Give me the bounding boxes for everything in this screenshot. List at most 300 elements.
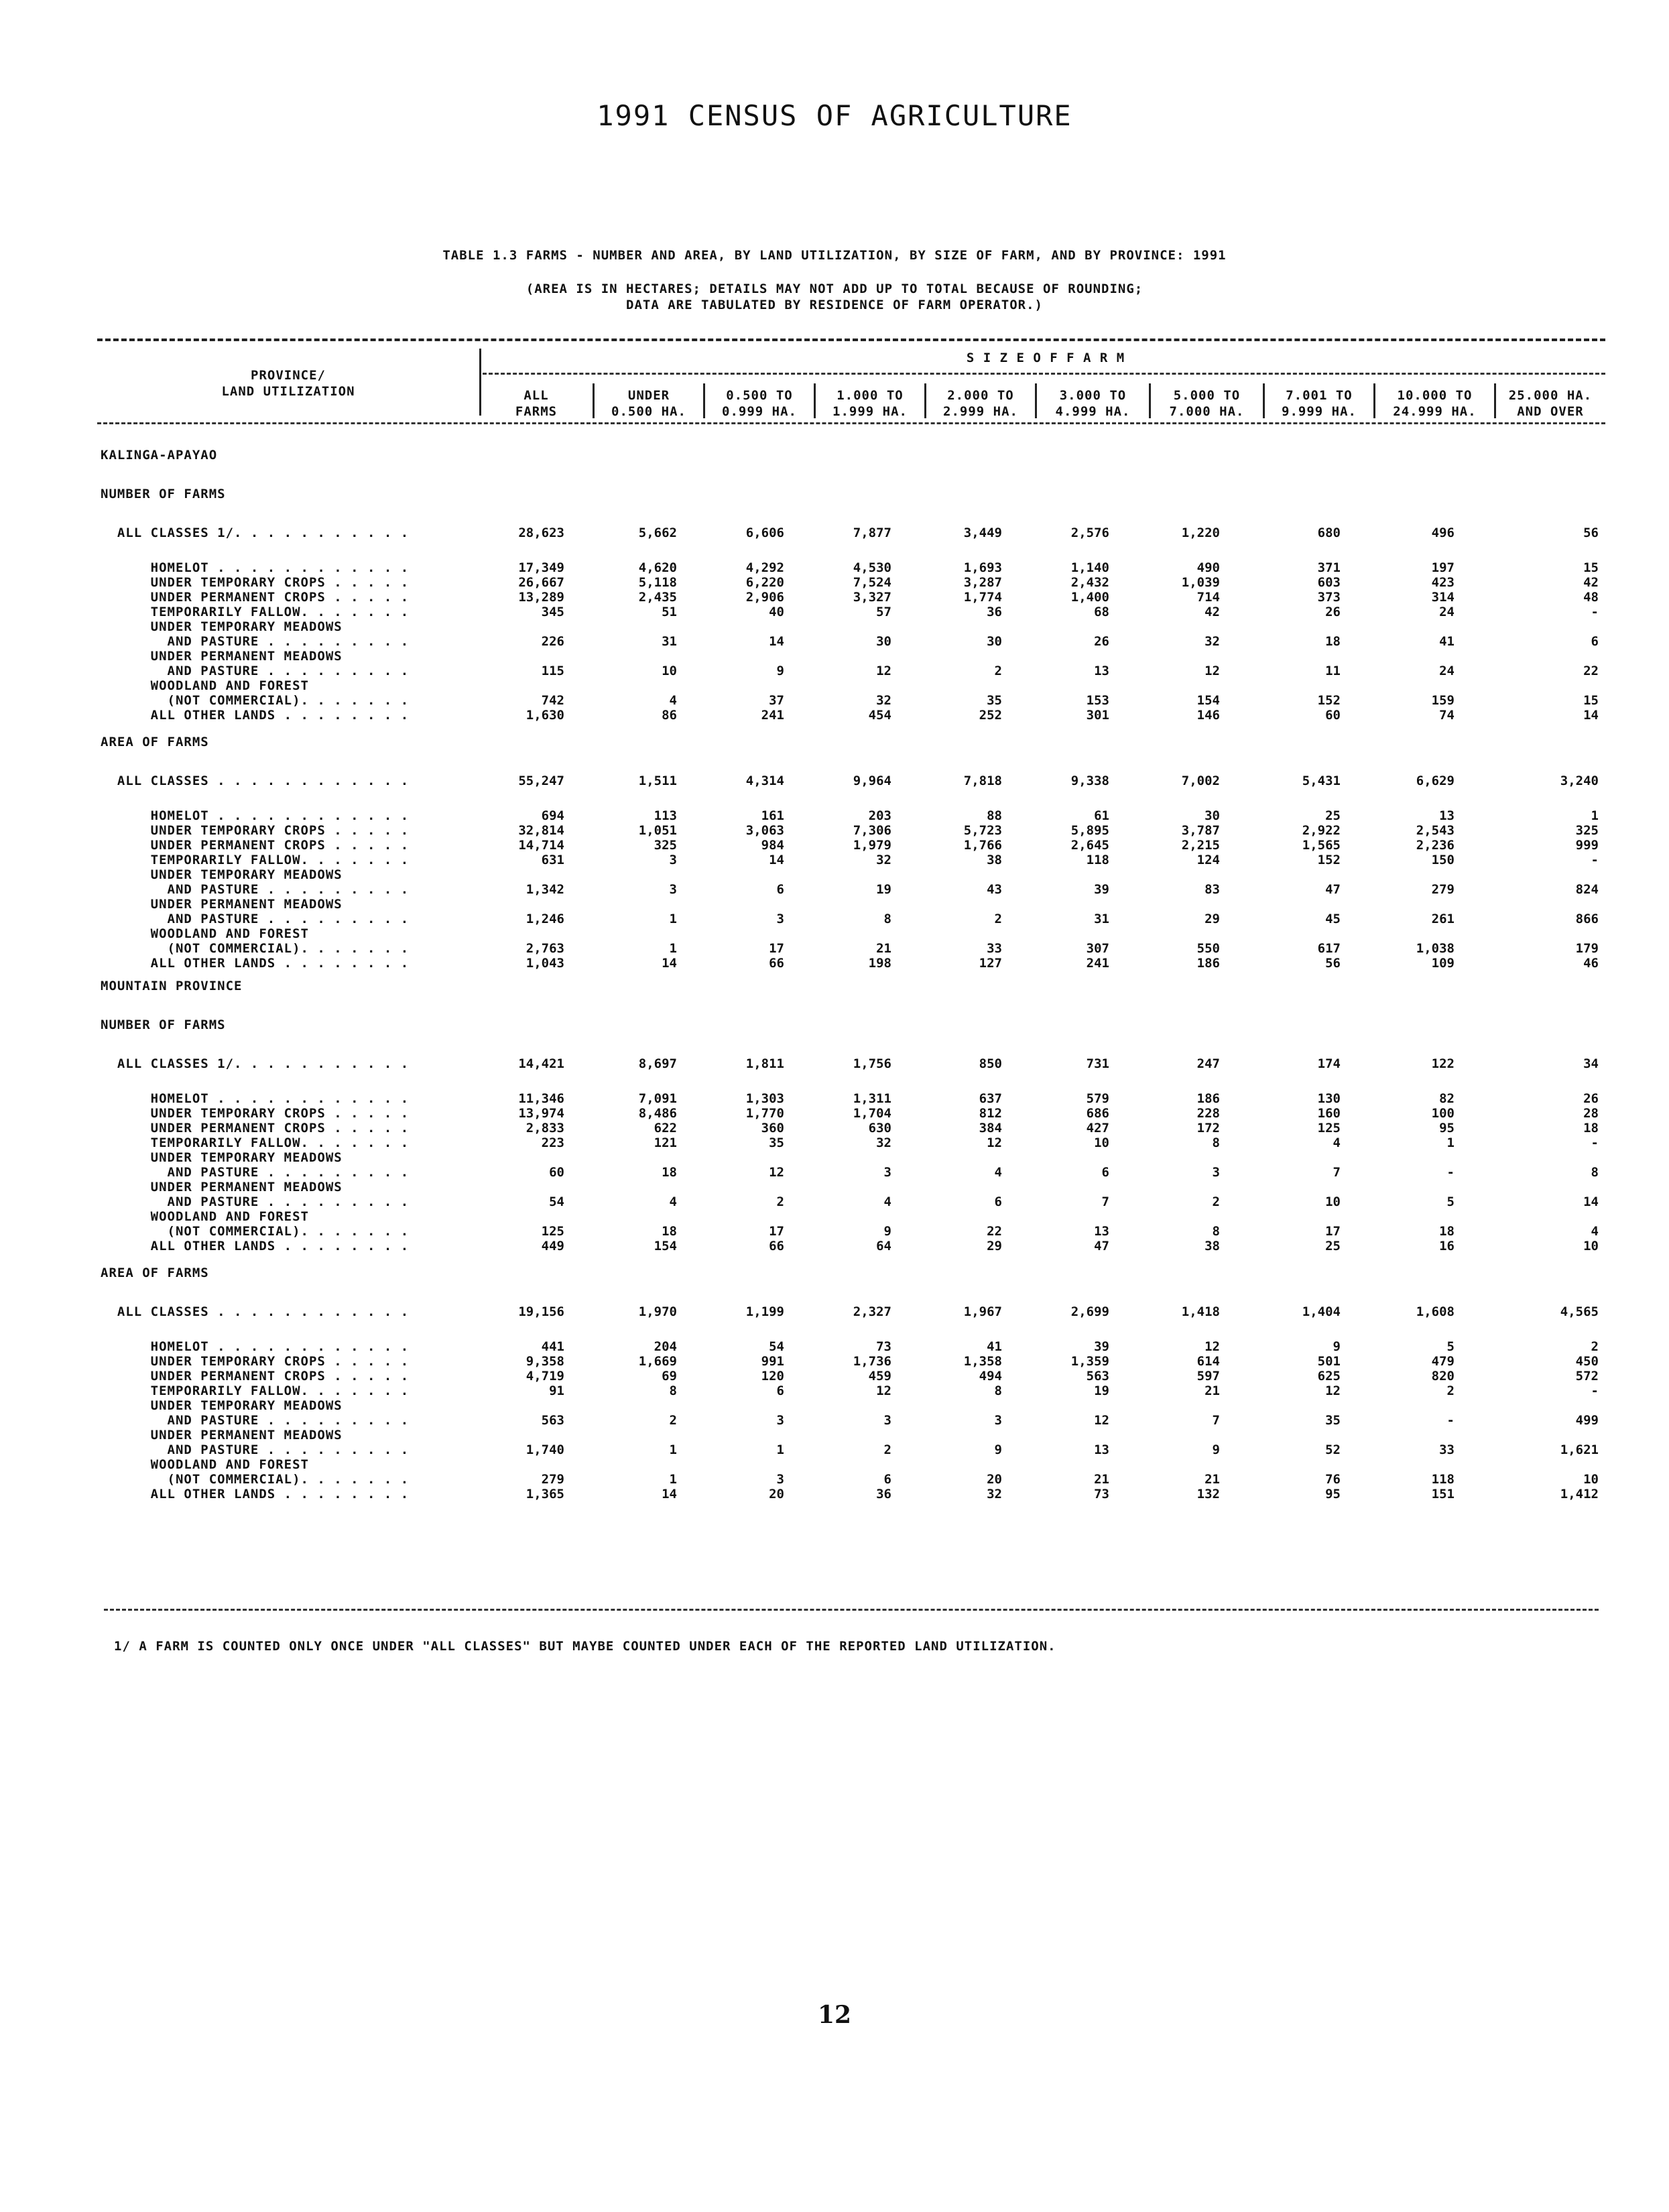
row-label: AND PASTURE . . . . . . . . . — [101, 1442, 410, 1457]
table-cell: 1,311 — [853, 1091, 891, 1106]
table-cell: - — [1446, 1413, 1455, 1428]
table-cell: 26 — [1325, 605, 1341, 619]
table-cell: 4 — [994, 1165, 1002, 1180]
table-cell: 1,303 — [745, 1091, 784, 1106]
table-cell: - — [1446, 1165, 1455, 1180]
table-cell: 2,215 — [1181, 838, 1220, 853]
table-cell: 22 — [1583, 664, 1599, 678]
table-caption: TABLE 1.3 FARMS - NUMBER AND AREA, BY LAND UTILIZATION, BY SIZE OF FARM, AND BY PROVINCE: 1991 — [442, 248, 1227, 263]
table-cell: 13,289 — [518, 590, 564, 605]
table-cell: 5,662 — [638, 526, 677, 540]
section-heading: NUMBER OF FARMS — [101, 487, 226, 501]
table-cell: 279 — [1431, 882, 1455, 897]
table-cell: 1,043 — [526, 956, 564, 971]
table-cell: 28 — [1583, 1106, 1599, 1121]
table-cell: 95 — [1325, 1487, 1341, 1501]
row-label: WOODLAND AND FOREST — [101, 926, 309, 941]
table-cell: 8 — [994, 1384, 1002, 1398]
table-cell: 6 — [776, 1384, 784, 1398]
table-cell: 160 — [1317, 1106, 1341, 1121]
table-cell: 423 — [1431, 575, 1455, 590]
top-rule — [97, 339, 1605, 341]
table-cell: 26 — [1094, 634, 1109, 649]
row-label: WOODLAND AND FOREST — [101, 1209, 309, 1224]
table-cell: 1,220 — [1181, 526, 1220, 540]
table-cell: 159 — [1431, 693, 1455, 708]
table-cell: 130 — [1317, 1091, 1341, 1106]
table-cell: 10 — [1583, 1472, 1599, 1487]
table-cell: 95 — [1439, 1121, 1455, 1135]
column-header-6-line2: 4.999 HA. — [1055, 404, 1131, 419]
table-cell: 7,818 — [963, 774, 1002, 788]
table-cell: 6 — [776, 882, 784, 897]
stub-divider — [479, 349, 481, 416]
table-cell: 563 — [541, 1413, 564, 1428]
table-cell: 9 — [776, 664, 784, 678]
table-cell: 186 — [1196, 1091, 1220, 1106]
table-cell: 32 — [876, 853, 891, 867]
table-cell: 18 — [1583, 1121, 1599, 1135]
table-cell: 68 — [1094, 605, 1109, 619]
table-cell: 35 — [769, 1135, 784, 1150]
row-label: WOODLAND AND FOREST — [101, 678, 309, 693]
table-cell: 12 — [769, 1165, 784, 1180]
row-label: (NOT COMMERCIAL). . . . . . . — [101, 1472, 410, 1487]
column-header-10-line2: AND OVER — [1517, 404, 1584, 419]
table-cell: 617 — [1317, 941, 1341, 956]
table-cell: 7,002 — [1181, 774, 1220, 788]
table-cell: 35 — [987, 693, 1002, 708]
table-cell: 812 — [979, 1106, 1002, 1121]
table-cell: 4,620 — [638, 560, 677, 575]
table-cell: 984 — [761, 838, 784, 853]
table-cell: 2 — [994, 664, 1002, 678]
row-label: UNDER TEMPORARY MEADOWS — [101, 1398, 343, 1413]
size-of-farm-header: S I Z E O F F A R M — [966, 351, 1125, 365]
page-title: 1991 CENSUS OF AGRICULTURE — [597, 99, 1072, 132]
table-cell: 32 — [987, 1487, 1002, 1501]
row-label: UNDER TEMPORARY CROPS . . . . . — [101, 1106, 410, 1121]
table-cell: 33 — [1439, 1442, 1455, 1457]
table-cell: 14 — [1583, 708, 1599, 723]
table-cell: 29 — [987, 1239, 1002, 1253]
stub-header-2: LAND UTILIZATION — [221, 384, 355, 399]
table-cell: 51 — [662, 605, 677, 619]
table-cell: 30 — [987, 634, 1002, 649]
table-cell: 13 — [1094, 664, 1109, 678]
column-divider — [1263, 383, 1265, 418]
table-cell: 12 — [1094, 1413, 1109, 1428]
column-divider — [814, 383, 816, 418]
table-cell: 8 — [1212, 1135, 1220, 1150]
table-cell: 121 — [654, 1135, 677, 1150]
table-cell: 66 — [769, 956, 784, 971]
table-cell: 28,623 — [518, 526, 564, 540]
table-cell: 1,811 — [745, 1056, 784, 1071]
row-label: UNDER TEMPORARY MEADOWS — [101, 1150, 343, 1165]
table-cell: 154 — [654, 1239, 677, 1253]
row-label: AND PASTURE . . . . . . . . . — [101, 634, 410, 649]
table-cell: 742 — [541, 693, 564, 708]
table-cell: 279 — [541, 1472, 564, 1487]
row-label: HOMELOT . . . . . . . . . . . . — [101, 808, 410, 823]
row-label: ALL OTHER LANDS . . . . . . . . — [101, 708, 410, 723]
column-header-10: 25.000 HA. — [1508, 388, 1593, 403]
row-label: UNDER PERMANENT CROPS . . . . . — [101, 1121, 410, 1135]
table-cell: 17 — [1325, 1224, 1341, 1239]
table-cell: 152 — [1317, 853, 1341, 867]
table-cell: 4 — [1333, 1135, 1341, 1150]
table-cell: 6 — [994, 1194, 1002, 1209]
table-cell: 7,877 — [853, 526, 891, 540]
row-label: UNDER TEMPORARY CROPS . . . . . — [101, 575, 410, 590]
table-cell: 572 — [1575, 1369, 1599, 1384]
table-cell: 714 — [1196, 590, 1220, 605]
table-cell: 64 — [876, 1239, 891, 1253]
table-cell: 307 — [1086, 941, 1109, 956]
table-cell: 314 — [1431, 590, 1455, 605]
table-cell: 345 — [541, 605, 564, 619]
table-cell: 21 — [876, 941, 891, 956]
row-label: UNDER PERMANENT CROPS . . . . . — [101, 1369, 410, 1384]
table-cell: 42 — [1583, 575, 1599, 590]
footnote: 1/ A FARM IS COUNTED ONLY ONCE UNDER "ALL CLASSES" BUT MAYBE COUNTED UNDER EACH OF THE REPORTED LAND UTILIZATION. — [114, 1639, 1056, 1654]
table-cell: 9,964 — [853, 774, 891, 788]
table-cell: 13 — [1439, 808, 1455, 823]
table-cell: 4 — [883, 1194, 891, 1209]
table-cell: 54 — [769, 1339, 784, 1354]
table-cell: 8,486 — [638, 1106, 677, 1121]
table-cell: 18 — [662, 1165, 677, 1180]
row-label: ALL CLASSES 1/. . . . . . . . . . . — [101, 1056, 410, 1071]
table-cell: 18 — [1325, 634, 1341, 649]
table-cell: 52 — [1325, 1442, 1341, 1457]
row-label: UNDER PERMANENT MEADOWS — [101, 897, 343, 912]
table-cell: 21 — [1204, 1472, 1220, 1487]
column-header-7-line2: 7.000 HA. — [1169, 404, 1245, 419]
table-cell: 14 — [769, 634, 784, 649]
table-cell: 226 — [541, 634, 564, 649]
table-cell: 198 — [868, 956, 891, 971]
table-cell: 8 — [883, 912, 891, 926]
table-cell: 12 — [876, 1384, 891, 1398]
table-cell: 1,630 — [526, 708, 564, 723]
province-heading: KALINGA-APAYAO — [101, 448, 218, 463]
table-cell: 8 — [1591, 1165, 1599, 1180]
table-cell: 2,645 — [1070, 838, 1109, 853]
table-cell: 3,240 — [1560, 774, 1599, 788]
header-bottom-rule — [97, 422, 1605, 424]
table-cell: 5,431 — [1302, 774, 1341, 788]
column-header-6: 3.000 TO — [1059, 388, 1127, 403]
table-cell: 1,565 — [1302, 838, 1341, 853]
column-header-3-line2: 0.999 HA. — [722, 404, 797, 419]
table-cell: 686 — [1086, 1106, 1109, 1121]
row-label: HOMELOT . . . . . . . . . . . . — [101, 560, 410, 575]
table-cell: 241 — [761, 708, 784, 723]
table-cell: 22 — [987, 1224, 1002, 1239]
table-cell: 325 — [654, 838, 677, 853]
row-label: AND PASTURE . . . . . . . . . — [101, 882, 410, 897]
table-cell: 6,606 — [745, 526, 784, 540]
table-cell: 13 — [1094, 1442, 1109, 1457]
table-cell: 9,358 — [526, 1354, 564, 1369]
table-cell: 3 — [776, 1413, 784, 1428]
table-cell: 7 — [1212, 1413, 1220, 1428]
table-cell: 1,608 — [1416, 1304, 1455, 1319]
table-cell: 12 — [987, 1135, 1002, 1150]
table-cell: 45 — [1325, 912, 1341, 926]
table-cell: 1,970 — [638, 1304, 677, 1319]
table-cell: 39 — [1094, 882, 1109, 897]
table-cell: 494 — [979, 1369, 1002, 1384]
table-cell: 1 — [1591, 808, 1599, 823]
table-cell: 731 — [1086, 1056, 1109, 1071]
table-cell: 1,418 — [1181, 1304, 1220, 1319]
table-cell: 41 — [987, 1339, 1002, 1354]
table-cell: 3,327 — [853, 590, 891, 605]
table-cell: 42 — [1204, 605, 1220, 619]
table-cell: 3,449 — [963, 526, 1002, 540]
table-cell: 17,349 — [518, 560, 564, 575]
table-cell: 625 — [1317, 1369, 1341, 1384]
table-cell: 74 — [1439, 708, 1455, 723]
table-cell: 2 — [994, 912, 1002, 926]
table-cell: 637 — [979, 1091, 1002, 1106]
table-cell: 4,314 — [745, 774, 784, 788]
table-cell: 1,039 — [1181, 575, 1220, 590]
table-cell: 172 — [1196, 1121, 1220, 1135]
table-cell: 4 — [669, 693, 677, 708]
table-cell: 4 — [1591, 1224, 1599, 1239]
table-cell: 373 — [1317, 590, 1341, 605]
column-divider — [924, 383, 926, 418]
table-cell: 40 — [769, 605, 784, 619]
row-label: AND PASTURE . . . . . . . . . — [101, 912, 410, 926]
table-cell: 73 — [1094, 1487, 1109, 1501]
table-cell: 47 — [1325, 882, 1341, 897]
table-cell: 13 — [1094, 1224, 1109, 1239]
table-cell: 57 — [876, 605, 891, 619]
table-cell: 9 — [1212, 1442, 1220, 1457]
table-cell: 1,967 — [963, 1304, 1002, 1319]
row-label: UNDER TEMPORARY MEADOWS — [101, 619, 343, 634]
row-label: ALL OTHER LANDS . . . . . . . . — [101, 1239, 410, 1253]
table-cell: 5,895 — [1070, 823, 1109, 838]
table-cell: 2,327 — [853, 1304, 891, 1319]
table-cell: 15 — [1583, 693, 1599, 708]
row-label: UNDER PERMANENT CROPS . . . . . — [101, 838, 410, 853]
column-header-2: UNDER — [627, 388, 670, 403]
row-label: ALL CLASSES . . . . . . . . . . . . — [101, 1304, 410, 1319]
table-cell: 83 — [1204, 882, 1220, 897]
table-cell: 622 — [654, 1121, 677, 1135]
table-cell: 20 — [769, 1487, 784, 1501]
table-cell: 241 — [1086, 956, 1109, 971]
table-cell: 13,974 — [518, 1106, 564, 1121]
table-cell: 1,756 — [853, 1056, 891, 1071]
table-cell: 579 — [1086, 1091, 1109, 1106]
row-label: ALL CLASSES . . . . . . . . . . . . — [101, 774, 410, 788]
table-cell: 2 — [883, 1442, 891, 1457]
table-cell: 11 — [1325, 664, 1341, 678]
table-cell: 8 — [1212, 1224, 1220, 1239]
table-cell: 151 — [1431, 1487, 1455, 1501]
table-cell: 1,704 — [853, 1106, 891, 1121]
table-cell: 10 — [662, 664, 677, 678]
table-cell: 61 — [1094, 808, 1109, 823]
section-heading: AREA OF FARMS — [101, 1266, 209, 1280]
table-cell: 1,511 — [638, 774, 677, 788]
row-label: UNDER PERMANENT MEADOWS — [101, 1428, 343, 1442]
table-cell: 132 — [1196, 1487, 1220, 1501]
table-cell: 1,740 — [526, 1442, 564, 1457]
table-cell: 31 — [1094, 912, 1109, 926]
table-cell: 3,287 — [963, 575, 1002, 590]
table-cell: 32,814 — [518, 823, 564, 838]
table-cell: 501 — [1317, 1354, 1341, 1369]
size-header-rule — [483, 373, 1605, 375]
table-cell: 4 — [669, 1194, 677, 1209]
table-cell: 6 — [1591, 634, 1599, 649]
table-cell: 30 — [1204, 808, 1220, 823]
table-cell: 204 — [654, 1339, 677, 1354]
table-cell: 3,787 — [1181, 823, 1220, 838]
table-cell: 8,697 — [638, 1056, 677, 1071]
table-cell: 8 — [669, 1384, 677, 1398]
table-cell: 454 — [868, 708, 891, 723]
table-cell: 850 — [979, 1056, 1002, 1071]
table-cell: 1 — [776, 1442, 784, 1457]
table-cell: 38 — [1204, 1239, 1220, 1253]
table-cell: 820 — [1431, 1369, 1455, 1384]
table-cell: 32 — [876, 693, 891, 708]
table-cell: 1,693 — [963, 560, 1002, 575]
table-cell: 127 — [979, 956, 1002, 971]
row-label: UNDER PERMANENT MEADOWS — [101, 649, 343, 664]
table-cell: 371 — [1317, 560, 1341, 575]
row-label: UNDER PERMANENT MEADOWS — [101, 1180, 343, 1194]
table-cell: 999 — [1575, 838, 1599, 853]
table-cell: 38 — [987, 853, 1002, 867]
table-cell: 4,292 — [745, 560, 784, 575]
row-label: HOMELOT . . . . . . . . . . . . — [101, 1091, 410, 1106]
table-cell: 3 — [1212, 1165, 1220, 1180]
table-cell: 2,906 — [745, 590, 784, 605]
table-cell: 21 — [1204, 1384, 1220, 1398]
table-cell: - — [1591, 853, 1599, 867]
table-cell: 20 — [987, 1472, 1002, 1487]
table-cell: 115 — [541, 664, 564, 678]
table-cell: 450 — [1575, 1354, 1599, 1369]
table-cell: 1,774 — [963, 590, 1002, 605]
table-cell: 86 — [662, 708, 677, 723]
row-label: AND PASTURE . . . . . . . . . — [101, 1194, 410, 1209]
table-cell: 3 — [669, 882, 677, 897]
table-cell: 47 — [1094, 1239, 1109, 1253]
table-cell: 4,565 — [1560, 1304, 1599, 1319]
table-cell: 252 — [979, 708, 1002, 723]
table-cell: 152 — [1317, 693, 1341, 708]
table-cell: 18 — [662, 1224, 677, 1239]
table-cell: 32 — [876, 1135, 891, 1150]
table-cell: 48 — [1583, 590, 1599, 605]
table-cell: 153 — [1086, 693, 1109, 708]
column-header-7: 5.000 TO — [1173, 388, 1241, 403]
table-cell: 32 — [1204, 634, 1220, 649]
table-cell: 2,435 — [638, 590, 677, 605]
table-cell: 9 — [1333, 1339, 1341, 1354]
table-cell: 14 — [1583, 1194, 1599, 1209]
table-cell: 14,714 — [518, 838, 564, 853]
table-cell: 3,063 — [745, 823, 784, 838]
table-cell: 1 — [669, 1442, 677, 1457]
row-label: UNDER TEMPORARY CROPS . . . . . — [101, 1354, 410, 1369]
table-cell: 25 — [1325, 1239, 1341, 1253]
table-cell: 12 — [1204, 1339, 1220, 1354]
table-cell: 41 — [1439, 634, 1455, 649]
table-cell: 118 — [1431, 1472, 1455, 1487]
table-cell: 10 — [1583, 1239, 1599, 1253]
table-cell: 19 — [1094, 1384, 1109, 1398]
table-cell: 2,543 — [1416, 823, 1455, 838]
table-cell: 30 — [876, 634, 891, 649]
table-cell: 39 — [1094, 1339, 1109, 1354]
column-divider — [1035, 383, 1037, 418]
table-cell: 14,421 — [518, 1056, 564, 1071]
row-label: (NOT COMMERCIAL). . . . . . . — [101, 1224, 410, 1239]
table-cell: 1,736 — [853, 1354, 891, 1369]
table-cell: 2,922 — [1302, 823, 1341, 838]
table-cell: 197 — [1431, 560, 1455, 575]
table-cell: 203 — [868, 808, 891, 823]
table-cell: 2 — [1446, 1384, 1455, 1398]
table-cell: 824 — [1575, 882, 1599, 897]
column-header-3: 0.500 TO — [726, 388, 793, 403]
table-cell: 69 — [662, 1369, 677, 1384]
table-cell: 37 — [769, 693, 784, 708]
table-cell: 76 — [1325, 1472, 1341, 1487]
table-cell: 179 — [1575, 941, 1599, 956]
table-cell: 1,342 — [526, 882, 564, 897]
table-cell: 6 — [883, 1472, 891, 1487]
row-label: TEMPORARILY FALLOW. . . . . . . — [101, 605, 410, 619]
table-cell: 150 — [1431, 853, 1455, 867]
table-cell: 1 — [669, 941, 677, 956]
column-divider — [1149, 383, 1151, 418]
table-cell: 614 — [1196, 1354, 1220, 1369]
table-cell: 16 — [1439, 1239, 1455, 1253]
table-cell: 301 — [1086, 708, 1109, 723]
table-cell: 122 — [1431, 1056, 1455, 1071]
table-cell: 6,220 — [745, 575, 784, 590]
table-cell: 427 — [1086, 1121, 1109, 1135]
table-cell: 2,236 — [1416, 838, 1455, 853]
column-header-8: 7.001 TO — [1286, 388, 1353, 403]
stub-header-1: PROVINCE/ — [251, 368, 326, 383]
column-header-5-line2: 2.999 HA. — [943, 404, 1018, 419]
column-header-4-line2: 1.999 HA. — [832, 404, 908, 419]
table-cell: 10 — [1094, 1135, 1109, 1150]
table-cell: 54 — [549, 1194, 564, 1209]
row-label: UNDER TEMPORARY MEADOWS — [101, 867, 343, 882]
table-cell: 100 — [1431, 1106, 1455, 1121]
table-cell: 34 — [1583, 1056, 1599, 1071]
table-cell: 496 — [1431, 526, 1455, 540]
table-cell: 1,404 — [1302, 1304, 1341, 1319]
table-cell: 228 — [1196, 1106, 1220, 1121]
table-cell: 7 — [1333, 1165, 1341, 1180]
